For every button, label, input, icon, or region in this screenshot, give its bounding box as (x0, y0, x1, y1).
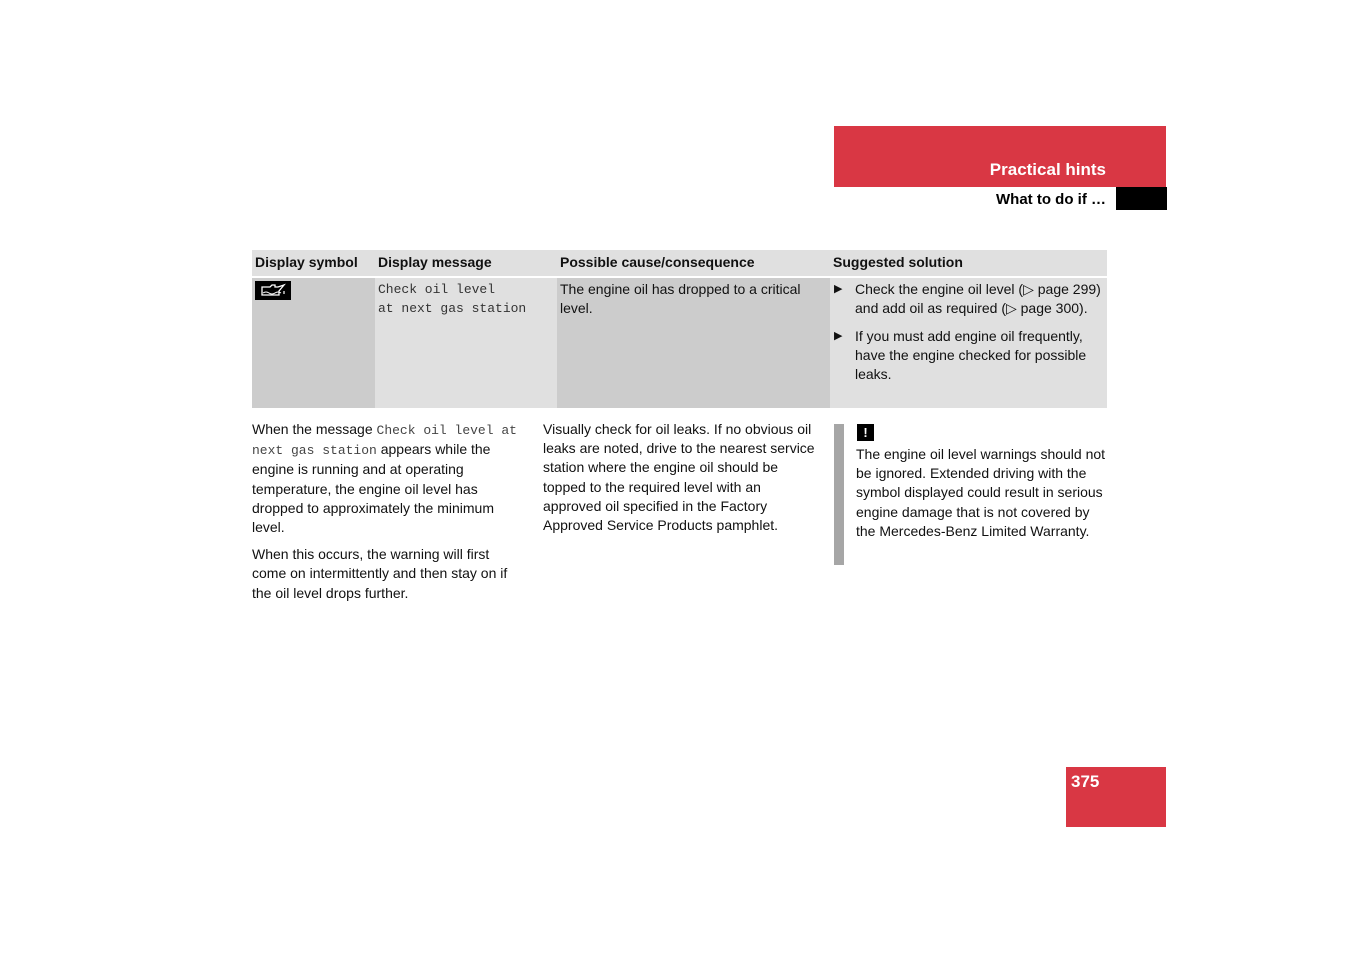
warning-exclamation-icon: ! (857, 424, 874, 441)
solution-text: Check the engine oil level (▷ page 299) and add oil as required (▷ page 300). (855, 281, 1101, 316)
column-header-cause: Possible cause/consequence (557, 250, 830, 278)
page-number: 375 (1071, 772, 1100, 791)
display-messages-table (252, 250, 1107, 408)
body-paragraph: When this occurs, the warning will first come on intermittently and then stay on if the oil level drops further. (252, 546, 508, 601)
table-header-row (252, 250, 1107, 278)
oil-can-icon (255, 281, 291, 300)
display-symbol-cell (252, 278, 375, 408)
warning-side-bar (834, 424, 844, 565)
inline-display-message: Check oil level at next gas station (252, 423, 517, 459)
column-header-display-message: Display message (375, 250, 557, 278)
display-message-cell (375, 278, 557, 408)
body-paragraph (252, 420, 527, 537)
body-column-2 (543, 420, 818, 543)
body-text: When the message (252, 421, 377, 437)
bullet-arrow-icon: ▶ (834, 330, 843, 342)
cause-text: The engine oil has dropped to a critical level. (560, 281, 801, 316)
column-header-display-symbol: Display symbol (252, 250, 375, 278)
body-column-1 (252, 420, 527, 611)
solution-cell (830, 278, 1107, 408)
solution-list (833, 280, 1104, 384)
body-text: appears while the engine is running and at operating temperature, the engine oil level has dropped to approximately the minimum level. (252, 441, 495, 536)
display-message-line1: Check oil level (378, 282, 496, 297)
solution-item (833, 327, 1104, 384)
cause-cell (557, 278, 830, 408)
body-paragraph: Visually check for oil leaks. If no obvious oil leaks are noted, drive to the nearest service station where the engine oil should be topped to the required level with an approved oil specified in the Factory Approved Service Products pamphlet. (543, 421, 815, 534)
solution-text: If you must add engine oil frequently, have the engine checked for possible leaks. (855, 328, 1087, 382)
column-header-solution: Suggested solution (830, 250, 1107, 278)
display-message-line2: at next gas station (378, 301, 527, 316)
section-tab-marker (1116, 187, 1167, 210)
solution-item (833, 280, 1104, 318)
bullet-arrow-icon: ▶ (834, 283, 843, 295)
warning-text: The engine oil level warnings should not be ignored. Extended driving with the symbol displayed could result in serious engine damage that is not covered by the Mercedes-Benz Limited Warranty. (856, 446, 1106, 539)
table-row (252, 278, 1107, 408)
section-title: Practical hints (989, 160, 1106, 179)
subsection-title: What to do if … (996, 191, 1106, 208)
